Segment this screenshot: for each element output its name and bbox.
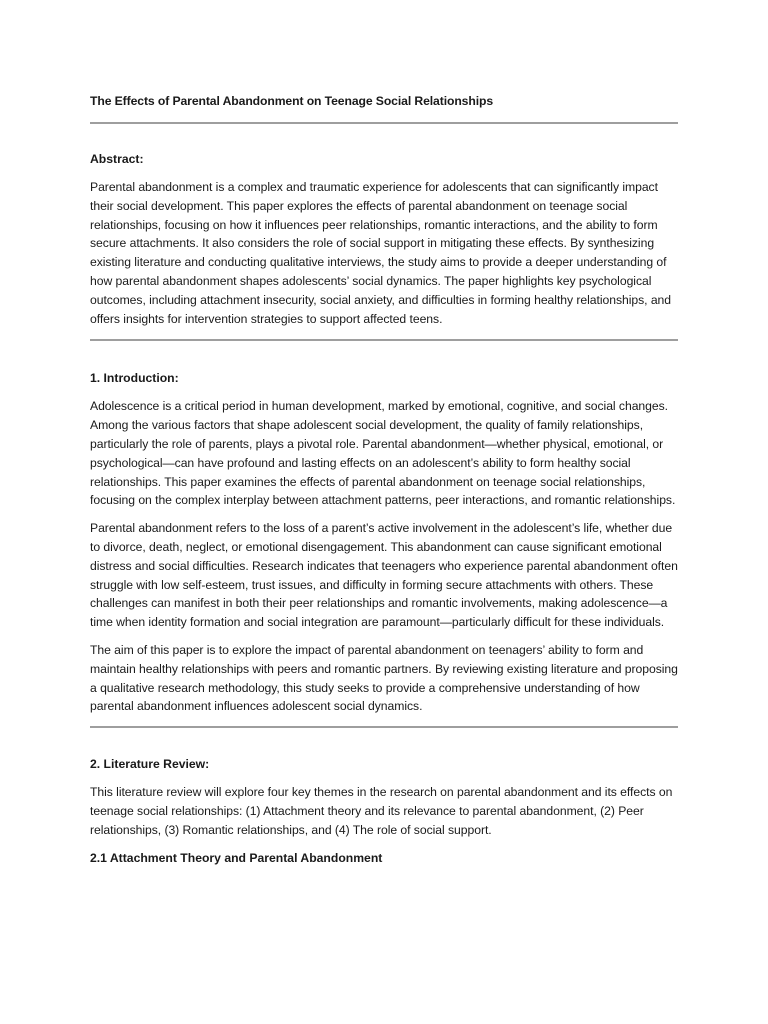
introduction-paragraph: Adolescence is a critical period in human development, marked by emotional, cognitive, and social changes. Among the various factors that shape adolescent social development, the quality of family relationships, particularly the role of parents, plays a pivotal role. Parental abandonment—whether physical, emotional, or psychological—can have profound and lasting effects on an adolescent’s ability to form healthy social relationships. This paper examines the effects of parental abandonment on teenage social relationships, focusing on the complex interplay between attachment patterns, peer interactions, and romantic relationships.	[90, 399, 676, 508]
horizontal-divider	[90, 726, 678, 728]
abstract-paragraph: Parental abandonment is a complex and traumatic experience for adolescents that can significantly impact their social development. This paper explores the effects of parental abandonment on teenage social relationships, focusing on how it influences peer relationships, romantic interactions, and the ability to form secure attachments. It also considers the role of social support in mitigating these effects. By synthesizing existing literature and conducting qualitative interviews, the study aims to provide a deeper understanding of how parental abandonment shapes adolescents’ social dynamics. The paper highlights key psychological outcomes, including attachment insecurity, social anxiety, and difficulties in forming healthy relationships, and offers insights for intervention strategies to support affected teens.	[90, 180, 672, 326]
horizontal-divider	[90, 339, 678, 341]
literature-review-heading: 2. Literature Review:	[90, 757, 210, 772]
abstract-heading: Abstract:	[90, 152, 144, 166]
document-title: The Effects of Parental Abandonment on Teenage Social Relationships	[90, 94, 494, 108]
document-body	[90, 92, 678, 868]
introduction-heading: 1. Introduction:	[90, 371, 179, 386]
introduction-paragraph: The aim of this paper is to explore the impact of parental abandonment on teenagers’ ability to form and maintain healthy relationships with peers and romantic partners. By reviewing existing literature and proposing a qualitative research methodology, this study seeks to provide a comprehensive understanding of how parental abandonment influences adolescent social dynamics.	[90, 642, 678, 714]
horizontal-divider	[90, 122, 678, 124]
literature-review-paragraph: This literature review will explore four key themes in the research on parental abandonment and its effects on teenage social relationships: (1) Attachment theory and its relevance to parental abandonment, (2) Peer relationships, (3) Romantic relationships, and (4) The role of social support.	[90, 785, 673, 837]
introduction-paragraph: Parental abandonment refers to the loss of a parent’s active involvement in the adolescent’s life, whether due to divorce, death, neglect, or emotional disengagement. This abandonment can cause significant emotional distress and social difficulties. Research indicates that teenagers who experience parental abandonment often struggle with low self-esteem, trust issues, and difficulty in forming secure attachments with others. These challenges can manifest in both their peer relationships and romantic involvements, making adolescence—a time when identity formation and social integration are paramount—particularly difficult for these individuals.	[90, 521, 678, 630]
attachment-theory-subheading: 2.1 Attachment Theory and Parental Abandonment	[90, 850, 383, 865]
